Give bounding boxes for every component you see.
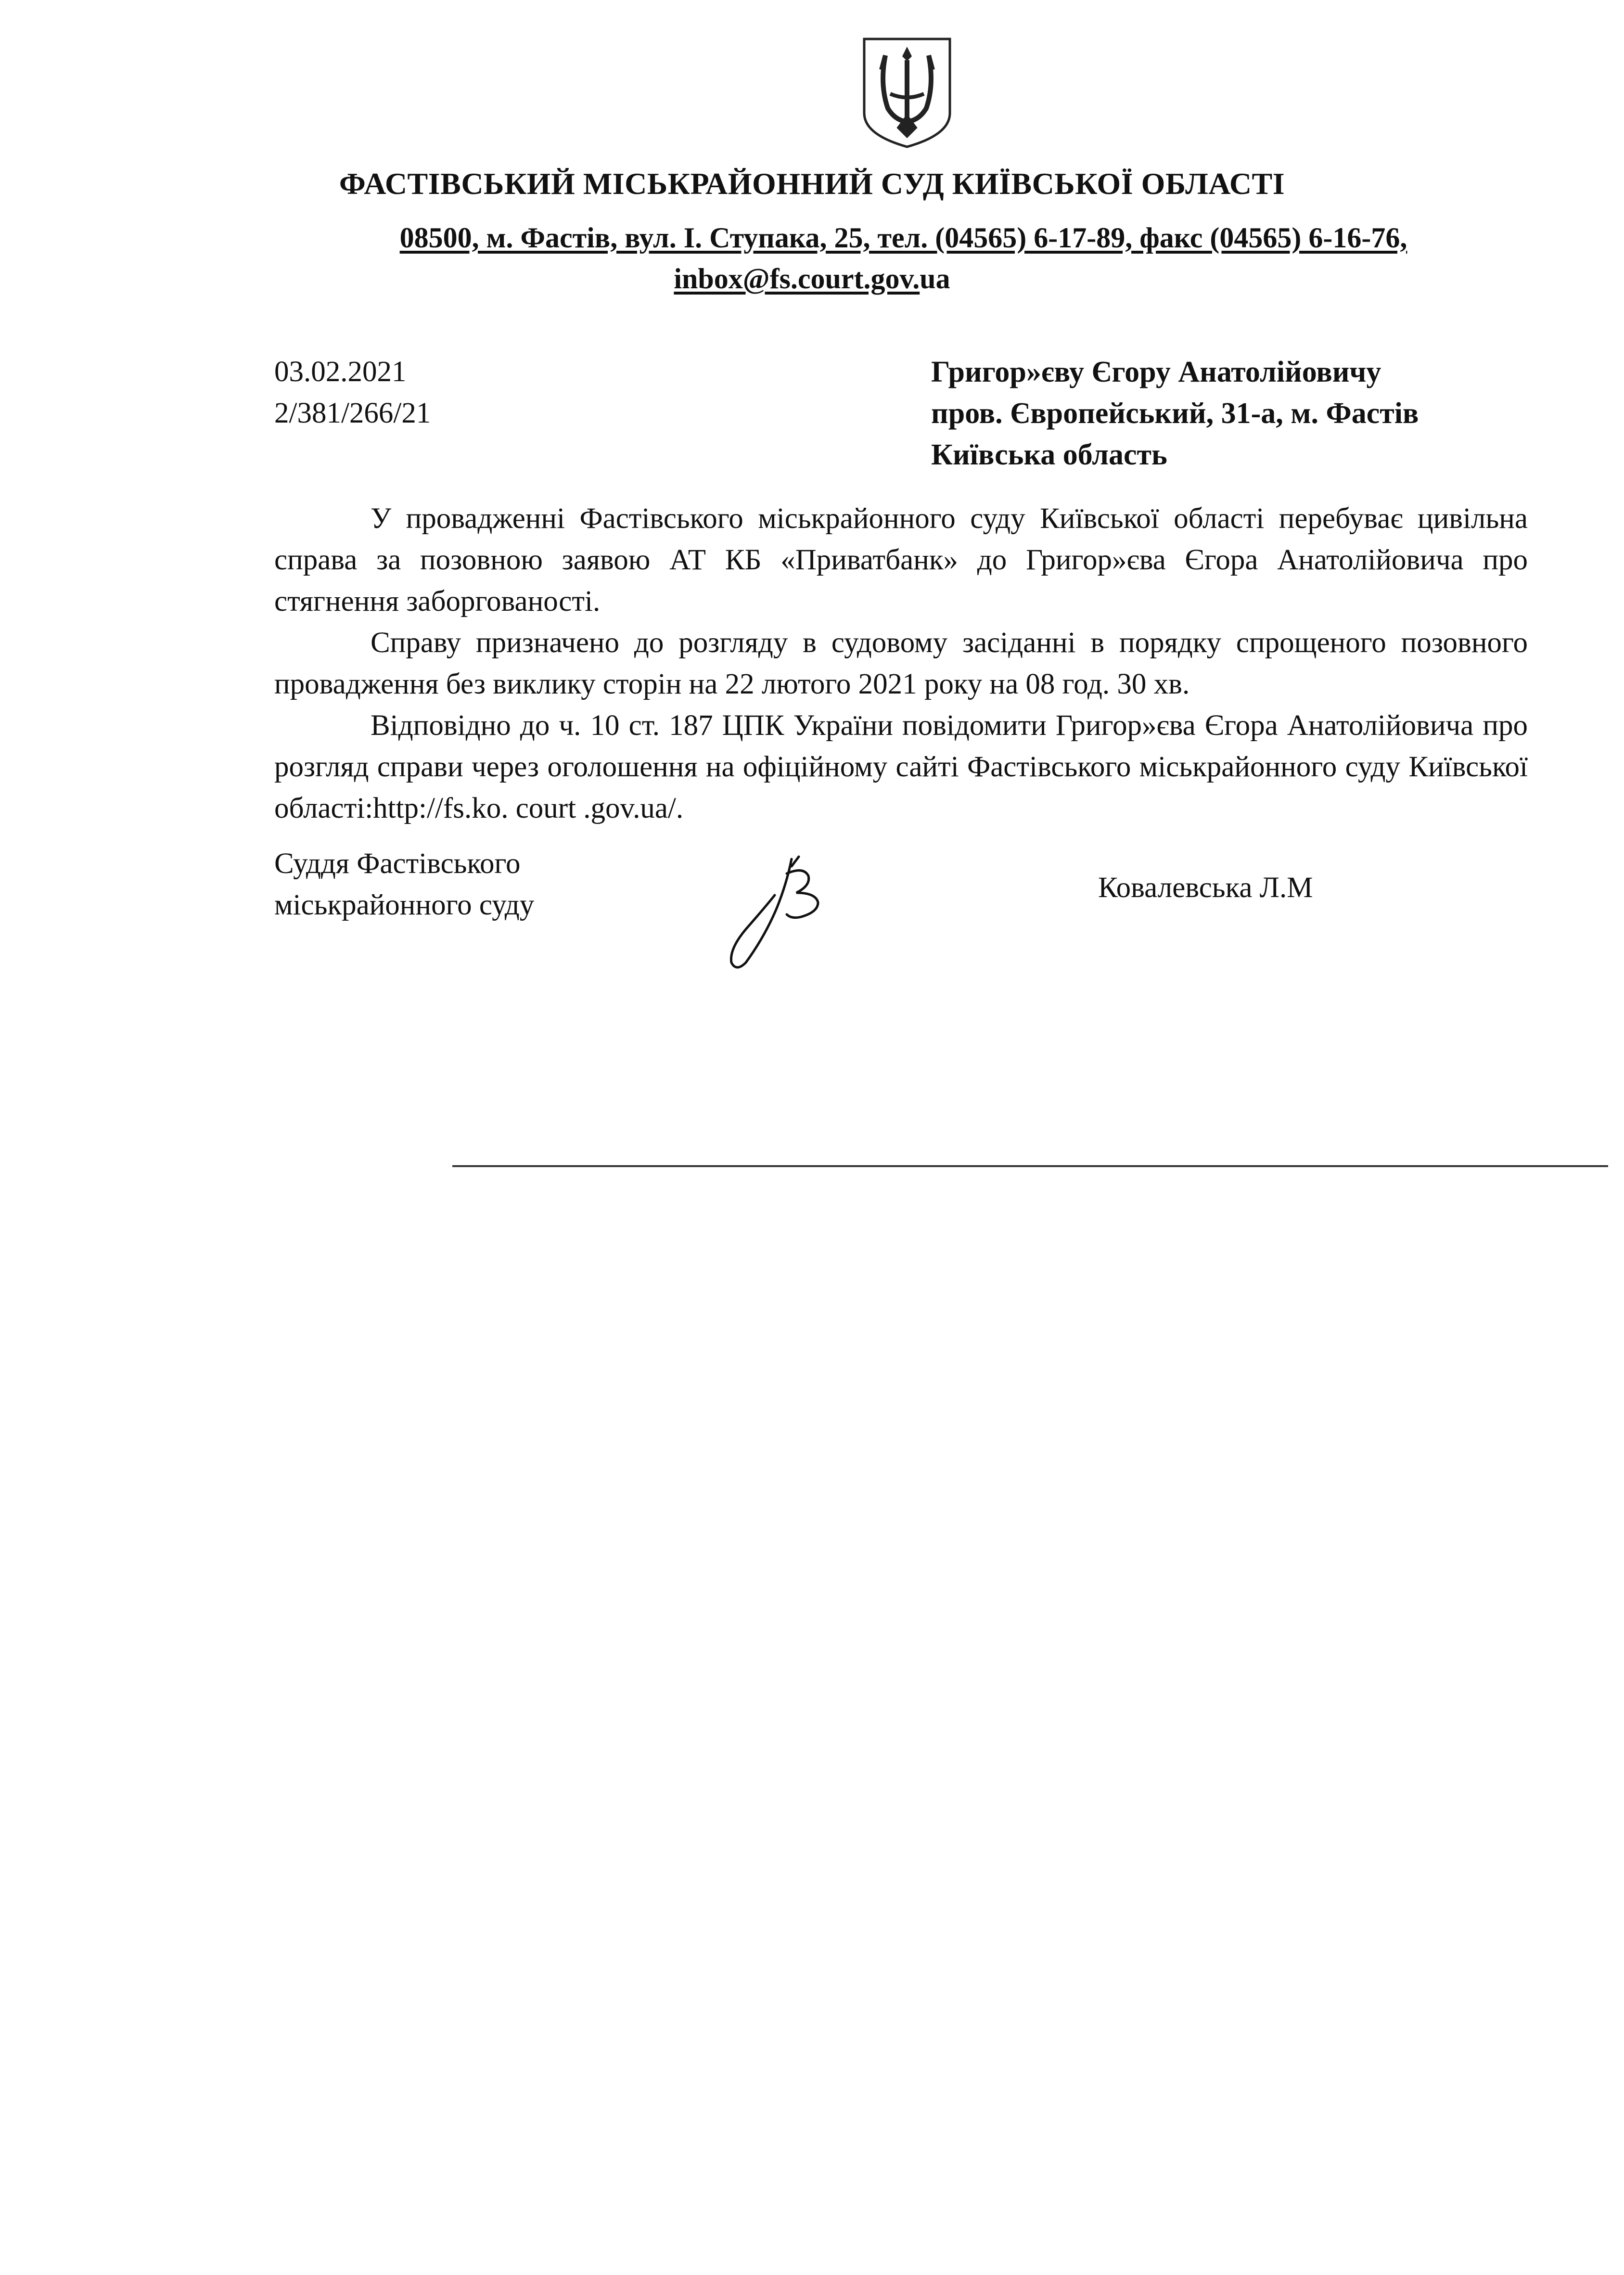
coat-of-arms-icon (861, 36, 953, 149)
document-meta (274, 351, 431, 434)
addressee-block (931, 351, 1419, 476)
court-email (0, 262, 1624, 296)
judge-title-line: Суддя Фастівського (274, 848, 521, 880)
addressee-name: Григор»єву Єгору Анатолійовичу (931, 356, 1381, 388)
addressee-street: пров. Європейський, 31-а, м. Фастів (931, 397, 1419, 430)
addressee-region: Київська область (931, 438, 1167, 471)
judge-title-line: міськрайонного суду (274, 889, 535, 921)
court-address: 08500, м. Фастів, вул. І. Ступака, 25, тел. (04565) 6-17-89, факс (04565) 6-16-76, (399, 222, 1407, 254)
letter-body (274, 498, 1528, 829)
judge-name: Ковалевська Л.М (1098, 872, 1313, 904)
body-paragraph: У провадженні Фастівського міськрайонного суду Київської області перебуває цивільна справа за позовною заявою АТ КБ «Приватбанк» до Григор»єва Єгора Анатолійовича про стягнення заборгованості. (274, 502, 1528, 617)
court-name: ФАСТІВСЬКИЙ МІСЬКРАЙОННИЙ СУД КИЇВСЬКОЇ ОБЛАСТІ (339, 167, 1285, 201)
email-suffix: ua (920, 263, 950, 295)
email-link[interactable]: inbox@fs.court.gov. (674, 263, 920, 295)
judge-title (274, 843, 534, 926)
document-reference: 2/381/266/21 (274, 397, 431, 429)
body-paragraph: Відповідно до ч. 10 ст. 187 ЦПК України повідомити Григор»єва Єгора Анатолійовича про розгляд справи через оголошення на офіційному сайті Фастівського міськрайонного суду Київської області:http://fs.ko. court .gov.ua/. (274, 709, 1528, 824)
body-paragraph: Справу призначено до розгляду в судовому засіданні в порядку спрощеного позовного провадження без виклику сторін на 22 лютого 2021 року на 08 год. 30 хв. (274, 627, 1528, 700)
document-date: 03.02.2021 (274, 356, 407, 388)
handwritten-signature (719, 854, 830, 975)
bottom-divider (452, 1165, 1608, 1167)
